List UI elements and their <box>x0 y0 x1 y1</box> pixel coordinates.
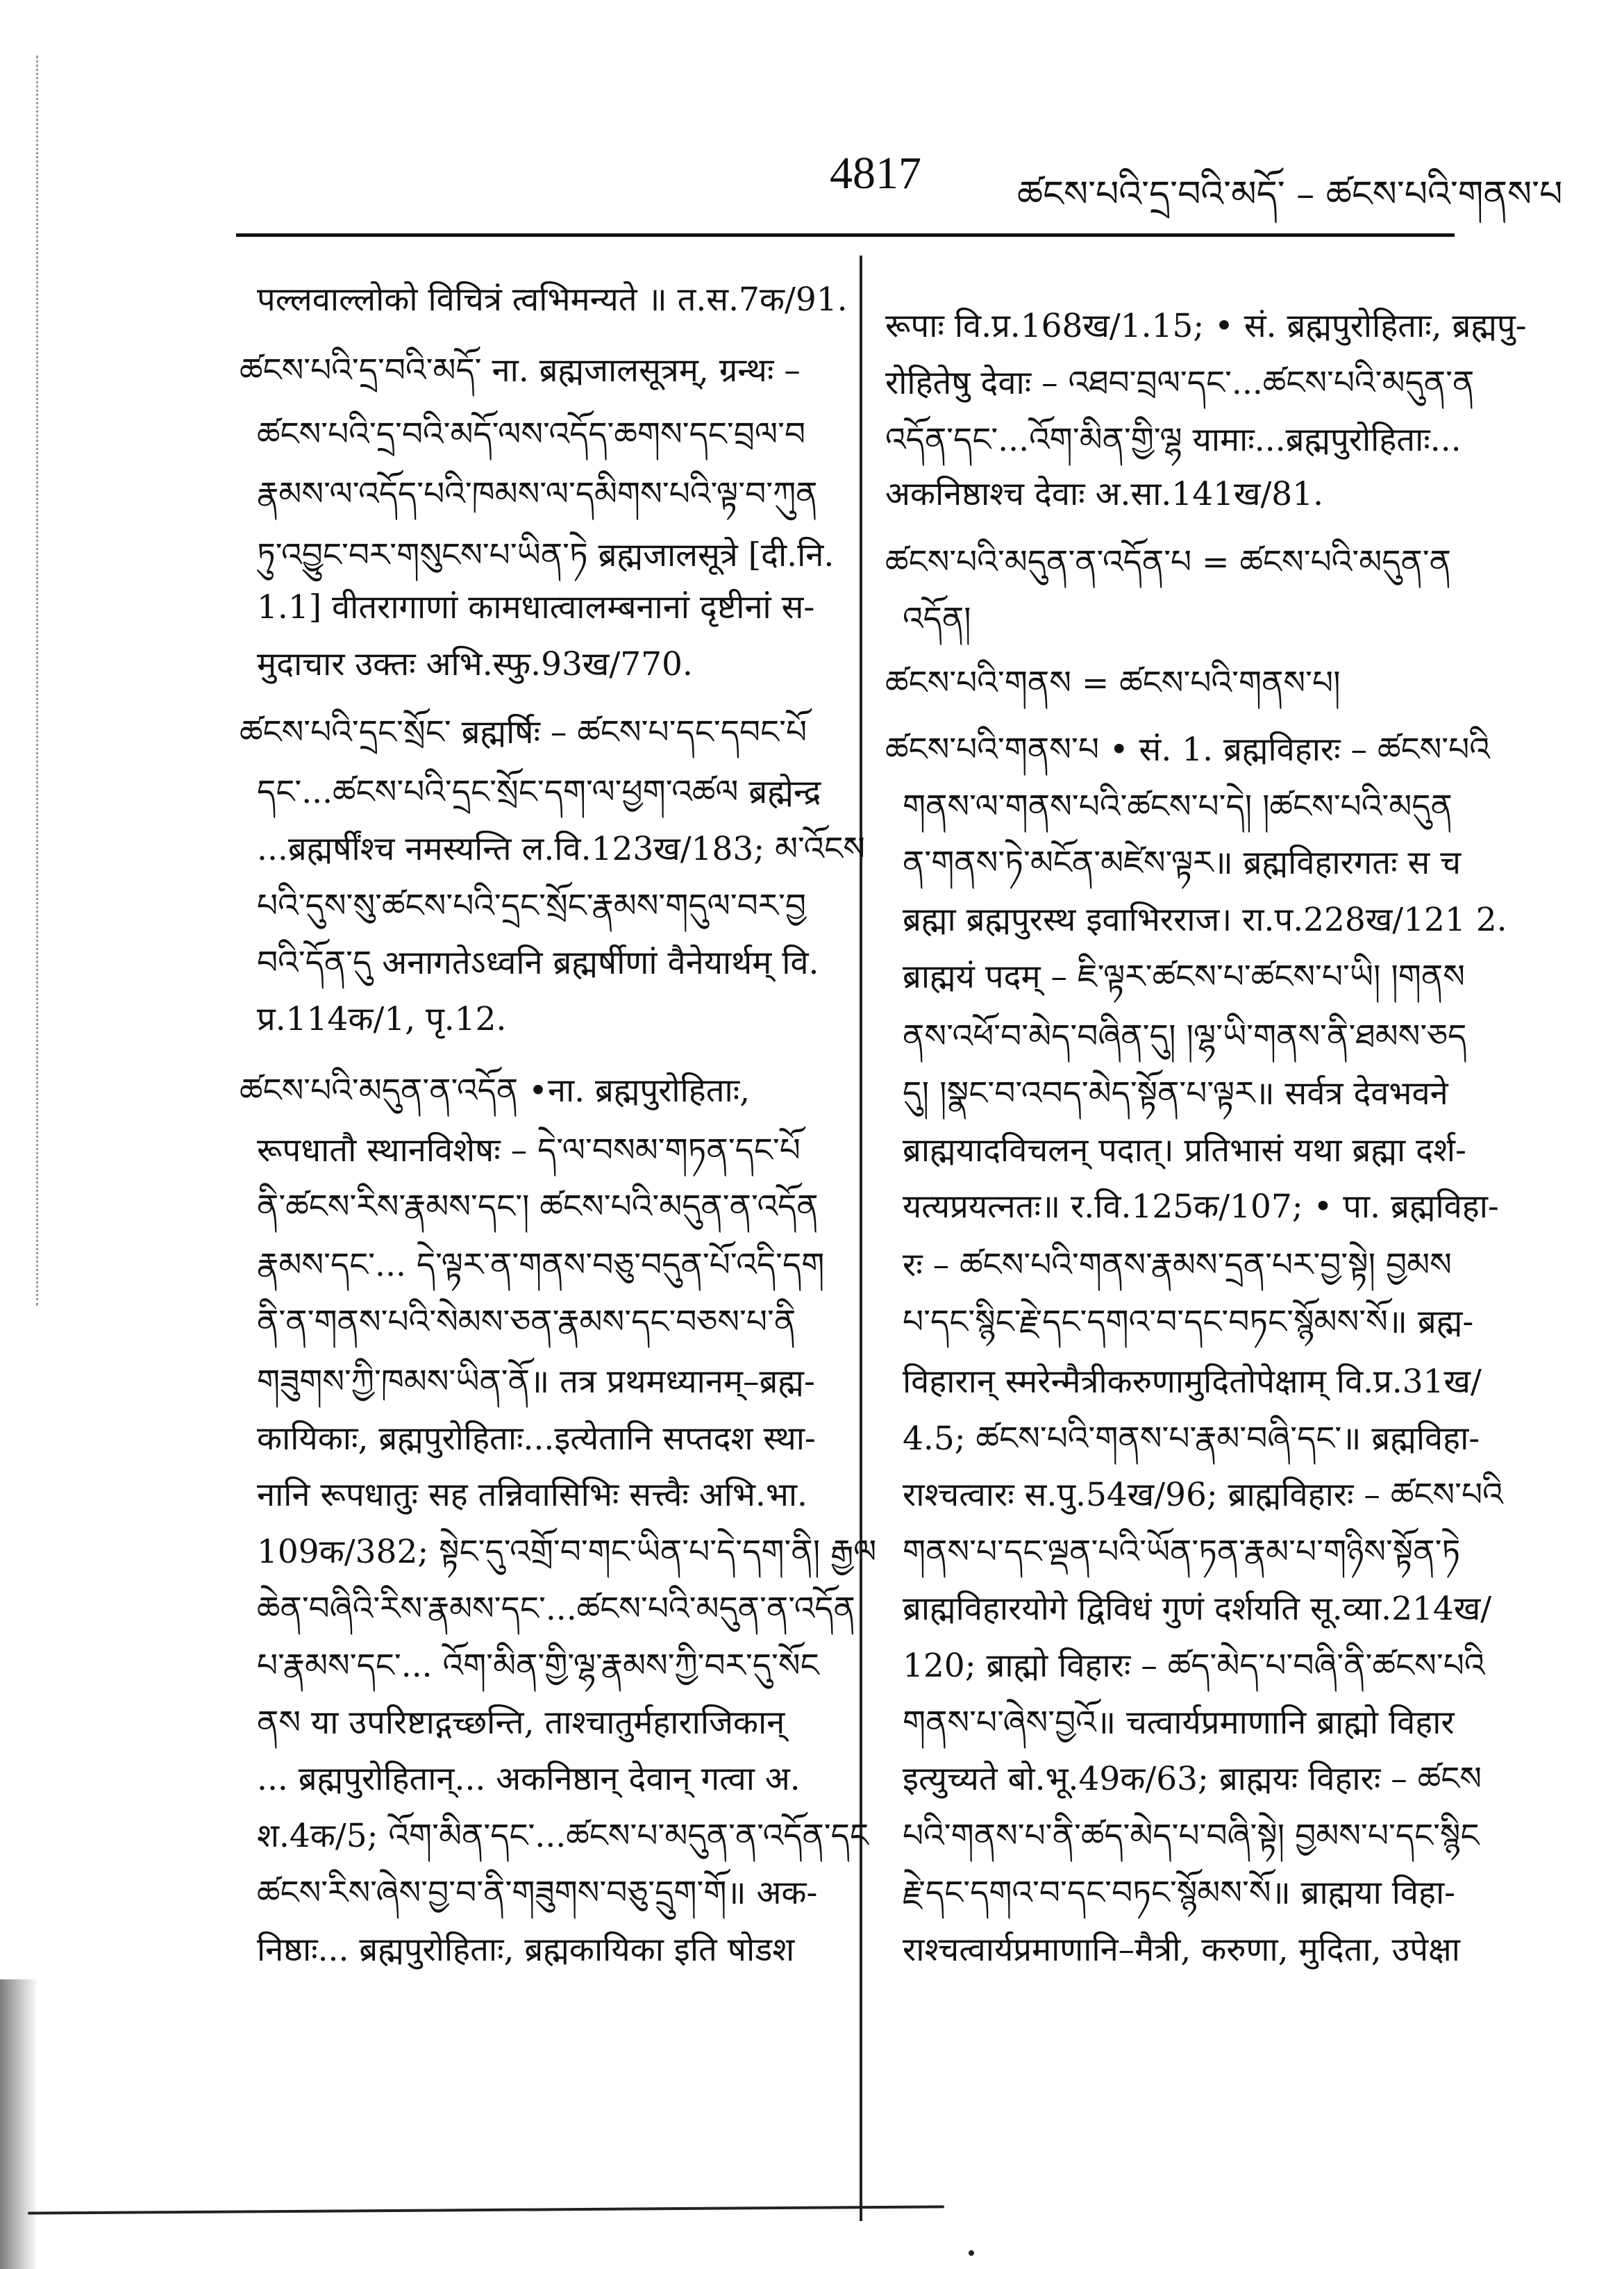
text-line: ...ब्रह्मर्षींश्च नमस्यन्ति ल.वि.123ख/183; མ་འོངས <box>257 830 865 868</box>
text-line: བའི་དོན་དུ अनागतेऽध्वनि ब्रह्मर्षीणां वैनेयार्थम् वि. <box>257 943 819 982</box>
scan-dot <box>969 2250 974 2256</box>
text-line: 120; ब्राह्मो विहारः – ཚད་མེད་པ་བཞི་ནི་ཚངས་པའི <box>903 1646 1485 1685</box>
text-line: रूपधातौ स्थानविशेषः – དེ་ལ་བསམ་གཏན་དང་པོ <box>257 1131 801 1170</box>
text-line: पल्लवाल्लोको विचित्रं त्वभिमन्यते ॥ त.स.7क/91. <box>257 280 848 319</box>
text-line: ब्राह्मयादविचलन् पदात्। प्रतिभासं यथा ब्रह्मा दर्श- <box>903 1131 1466 1170</box>
text-line: རྗེ་དང་དགའ་བ་དང་བཏང་སྙོམས་སོ॥ ब्राह्मया विहा- <box>903 1874 1456 1913</box>
text-line: मुदाचार उक्तः अभि.स्फु.93ख/770. <box>257 645 693 684</box>
text-line: ब्राह्मविहारयोगे द्विविधं गुणं दर्शयति सू.व्या.214ख/ <box>903 1590 1492 1629</box>
text-line: रः – ཚངས་པའི་གནས་རྣམས་དྲན་པར་བྱ་སྟེ། བྱམས <box>903 1246 1452 1285</box>
text-line: ཚངས་པའི་གནས = ཚངས་པའི་གནས་པ། <box>885 663 1341 702</box>
text-line: 109क/382; སྟེང་དུ་འགྲོ་བ་གང་ཡིན་པ་དེ་དག་ནི། རྒྱལ <box>257 1533 877 1572</box>
text-line: प्र.114क/1, पृ.12. <box>257 1000 507 1039</box>
text-line: विहारान् स्मरेन्मैत्रीकरुणामुदितोपेक्षाम् वि.प्र.31ख/ <box>903 1362 1482 1401</box>
text-line: པའི་གནས་པ་ནི་ཚད་མེད་པ་བཞི་སྟེ། བྱམས་པ་དང་སྙིང <box>903 1817 1480 1856</box>
text-line: དང་...ཚངས་པའི་དྲང་སྲོང་དག་ལ་ཕྱག་འཚལ ब्रह्मेन्द्र <box>257 773 821 812</box>
text-line: राश्चत्वार्यप्रमाणानि–मैत्री, करुणा, मुदिता, उपेक्षा <box>903 1930 1460 1969</box>
text-line: 1.1] वीतरागाणां कामधात्वालम्बनानां दृष्टीनां स- <box>257 588 815 627</box>
text-line: ཚངས་པའི་མདུན་ན་འདོན •ना. ब्रह्मपुरोहिताः, <box>240 1071 751 1110</box>
column-divider <box>860 256 862 2221</box>
text-line: ན་གནས་ཏེ་མངོན་མཛེས་ལྟར॥ ब्रह्मविहारगतः स च <box>903 844 1462 883</box>
text-line: इत्युच्यते बो.भू.49क/63; ब्राह्मयः विहारः – ཚངས <box>903 1760 1482 1799</box>
text-line: པ་དང་སྙིང་རྗེ་དང་དགའ་བ་དང་བཏང་སྙོམས་སོ॥ ब्रह्म- <box>903 1302 1474 1341</box>
text-line: ब्राह्मयं पदम् – ཇི་ལྟར་ཚངས་པ་ཚངས་པ་ཡི། །གནས <box>903 958 1465 997</box>
text-line: གནས་ལ་གནས་པའི་ཚངས་པ་དེ། །ཚངས་པའི་མདུན <box>903 787 1453 826</box>
text-line: ཚངས་པའི་དྲང་སྲོང་ ब्रह्मर्षिः – ཚངས་པ་དང་དབང་པོ <box>240 713 807 752</box>
text-line: ནི་ན་གནས་པའི་སེམས་ཅན་རྣམས་དང་བཅས་པ་ནི <box>257 1302 796 1341</box>
text-line: रोहितेषु देवाः – འཐབ་བྲལ་དང་...ཚངས་པའི་མདུན་ན <box>885 364 1475 403</box>
text-line: ནས या उपरिष्टाद्गच्छन्ति, ताश्चातुर्महाराजिकान् <box>257 1703 785 1742</box>
text-line: ... ब्रह्मपुरोहितान्... अकनिष्ठान् देवान् गत्वा अ. <box>257 1760 801 1799</box>
text-line: པའི་དུས་སུ་ཚངས་པའི་དྲང་སྲོང་རྣམས་གདུལ་བར་བྱ <box>257 886 807 925</box>
text-line: རྣམས་དང་... དེ་ལྟར་ན་གནས་བཅུ་བདུན་པོ་འདི་དག <box>257 1246 825 1285</box>
text-line: ཆེན་བཞིའི་རིས་རྣམས་དང་...ཚངས་པའི་མདུན་ན་འདོན <box>257 1590 855 1629</box>
text-line: གནས་པ་དང་ལྡན་པའི་ཡོན་ཏན་རྣམ་པ་གཉིས་སྟོན་ཏེ <box>903 1533 1461 1572</box>
text-line: अकनिष्ठाश्च देवाः अ.सा.141ख/81. <box>885 474 1324 513</box>
scan-edge-dots <box>36 56 42 1306</box>
bottom-rule <box>28 2205 944 2214</box>
text-line: ब्रह्मा ब्रह्मपुरस्थ इवाभिरराज। रा.प.228ख/121 2. <box>903 901 1507 940</box>
text-line: གཟུགས་ཀྱི་ཁམས་ཡིན་ནོ॥ तत्र प्रथमध्यानम्–ब्रह्म- <box>257 1362 815 1401</box>
text-line: ཏུ་འབྱུང་བར་གསུངས་པ་ཡིན་ཏེ ब्रह्मजालसूत्रे [दी.नि. <box>257 535 835 574</box>
text-line: निष्ठाः... ब्रह्मपुरोहिताः, ब्रह्मकायिका इति षोडश <box>257 1930 795 1969</box>
text-line: རྣམས་ལ་འདོད་པའི་ཁམས་ལ་དམིགས་པའི་ལྟ་བ་ཀུན <box>257 474 818 513</box>
text-line: कायिकाः, ब्रह्मपुरोहिताः...इत्येतानि सप्तदश स्था- <box>257 1419 816 1458</box>
text-line: 4.5; ཚངས་པའི་གནས་པ་རྣམ་བཞི་དང་॥ ब्रह्मविहा- <box>903 1419 1480 1458</box>
text-line: འདོན་དང་...འོག་མིན་གྱི་ལྷ यामाः...ब्रह्मपुरोहिताः... <box>885 421 1462 460</box>
text-line: ནི་ཚངས་རིས་རྣམས་དང་། ཚངས་པའི་མདུན་ན་འདོན <box>257 1188 819 1227</box>
text-line: राश्चत्वारः स.पु.54ख/96; ब्राह्मविहारः – ཚངས་པའི <box>903 1476 1503 1515</box>
text-line: ཚངས་པའི་དྲ་བའི་མདོ་ལས་འདོད་ཆགས་དང་བྲལ་བ <box>257 415 806 454</box>
text-line: པ་རྣམས་དང་... འོག་མིན་གྱི་ལྷ་རྣམས་ཀྱི་བར་དུ་སོང <box>257 1646 819 1685</box>
text-line: ཚངས་པའི་གནས་པ • सं. 1. ब्रह्मविहारः – ཚངས་པའི <box>885 730 1490 769</box>
scan-edge-shadow <box>0 1979 38 2269</box>
text-line: འདོན། <box>903 599 971 638</box>
text-line: ཚངས་རིས་ཞེས་བྱ་བ་ནི་གཟུགས་བཅུ་དྲུག་གོ॥ अक- <box>257 1874 818 1913</box>
running-head: ཚངས་པའི་དྲ་བའི་མདོ་ – ཚངས་པའི་གནས་པ <box>1017 174 1563 215</box>
text-line: དུ། །སྣང་བ་འབད་མེད་སྟོན་པ་ལྟར॥ सर्वत्र देवभवने <box>903 1074 1448 1113</box>
text-line: यत्यप्रयत्नतः॥ र.वि.125क/107; • पा. ब्रह्मविहा- <box>903 1188 1499 1227</box>
text-line: ཚངས་པའི་དྲ་བའི་མདོ་ ना. ब्रह्मजालसूत्रम्, ग्रन्थः – <box>240 351 801 390</box>
text-line: नानि रूपधातुः सह तन्निवासिभिः सत्त्वैः अभि.भा. <box>257 1476 807 1515</box>
page-number: 4817 <box>830 148 921 199</box>
text-line: श.4क/5; འོག་མིན་དང་...ཚངས་པ་མདུན་ན་འདོན་དང <box>257 1817 869 1856</box>
text-line: रूपाः वि.प्र.168ख/1.15; • सं. ब्रह्मपुरोहिताः, ब्रह्मपु- <box>885 307 1527 346</box>
text-line: ཚངས་པའི་མདུན་ན་འདོན་པ = ཚངས་པའི་མདུན་ན <box>885 542 1452 581</box>
text-line: ནས་འཕོ་བ་མེད་བཞིན་དུ། །ལྷ་ཡི་གནས་ནི་ཐམས་ཅད <box>903 1017 1467 1056</box>
text-line: གནས་པ་ཞེས་བྱའོ॥ चत्वार्यप्रमाणानि ब्राह्मो विहार <box>903 1703 1455 1742</box>
header-rule <box>236 233 1455 237</box>
